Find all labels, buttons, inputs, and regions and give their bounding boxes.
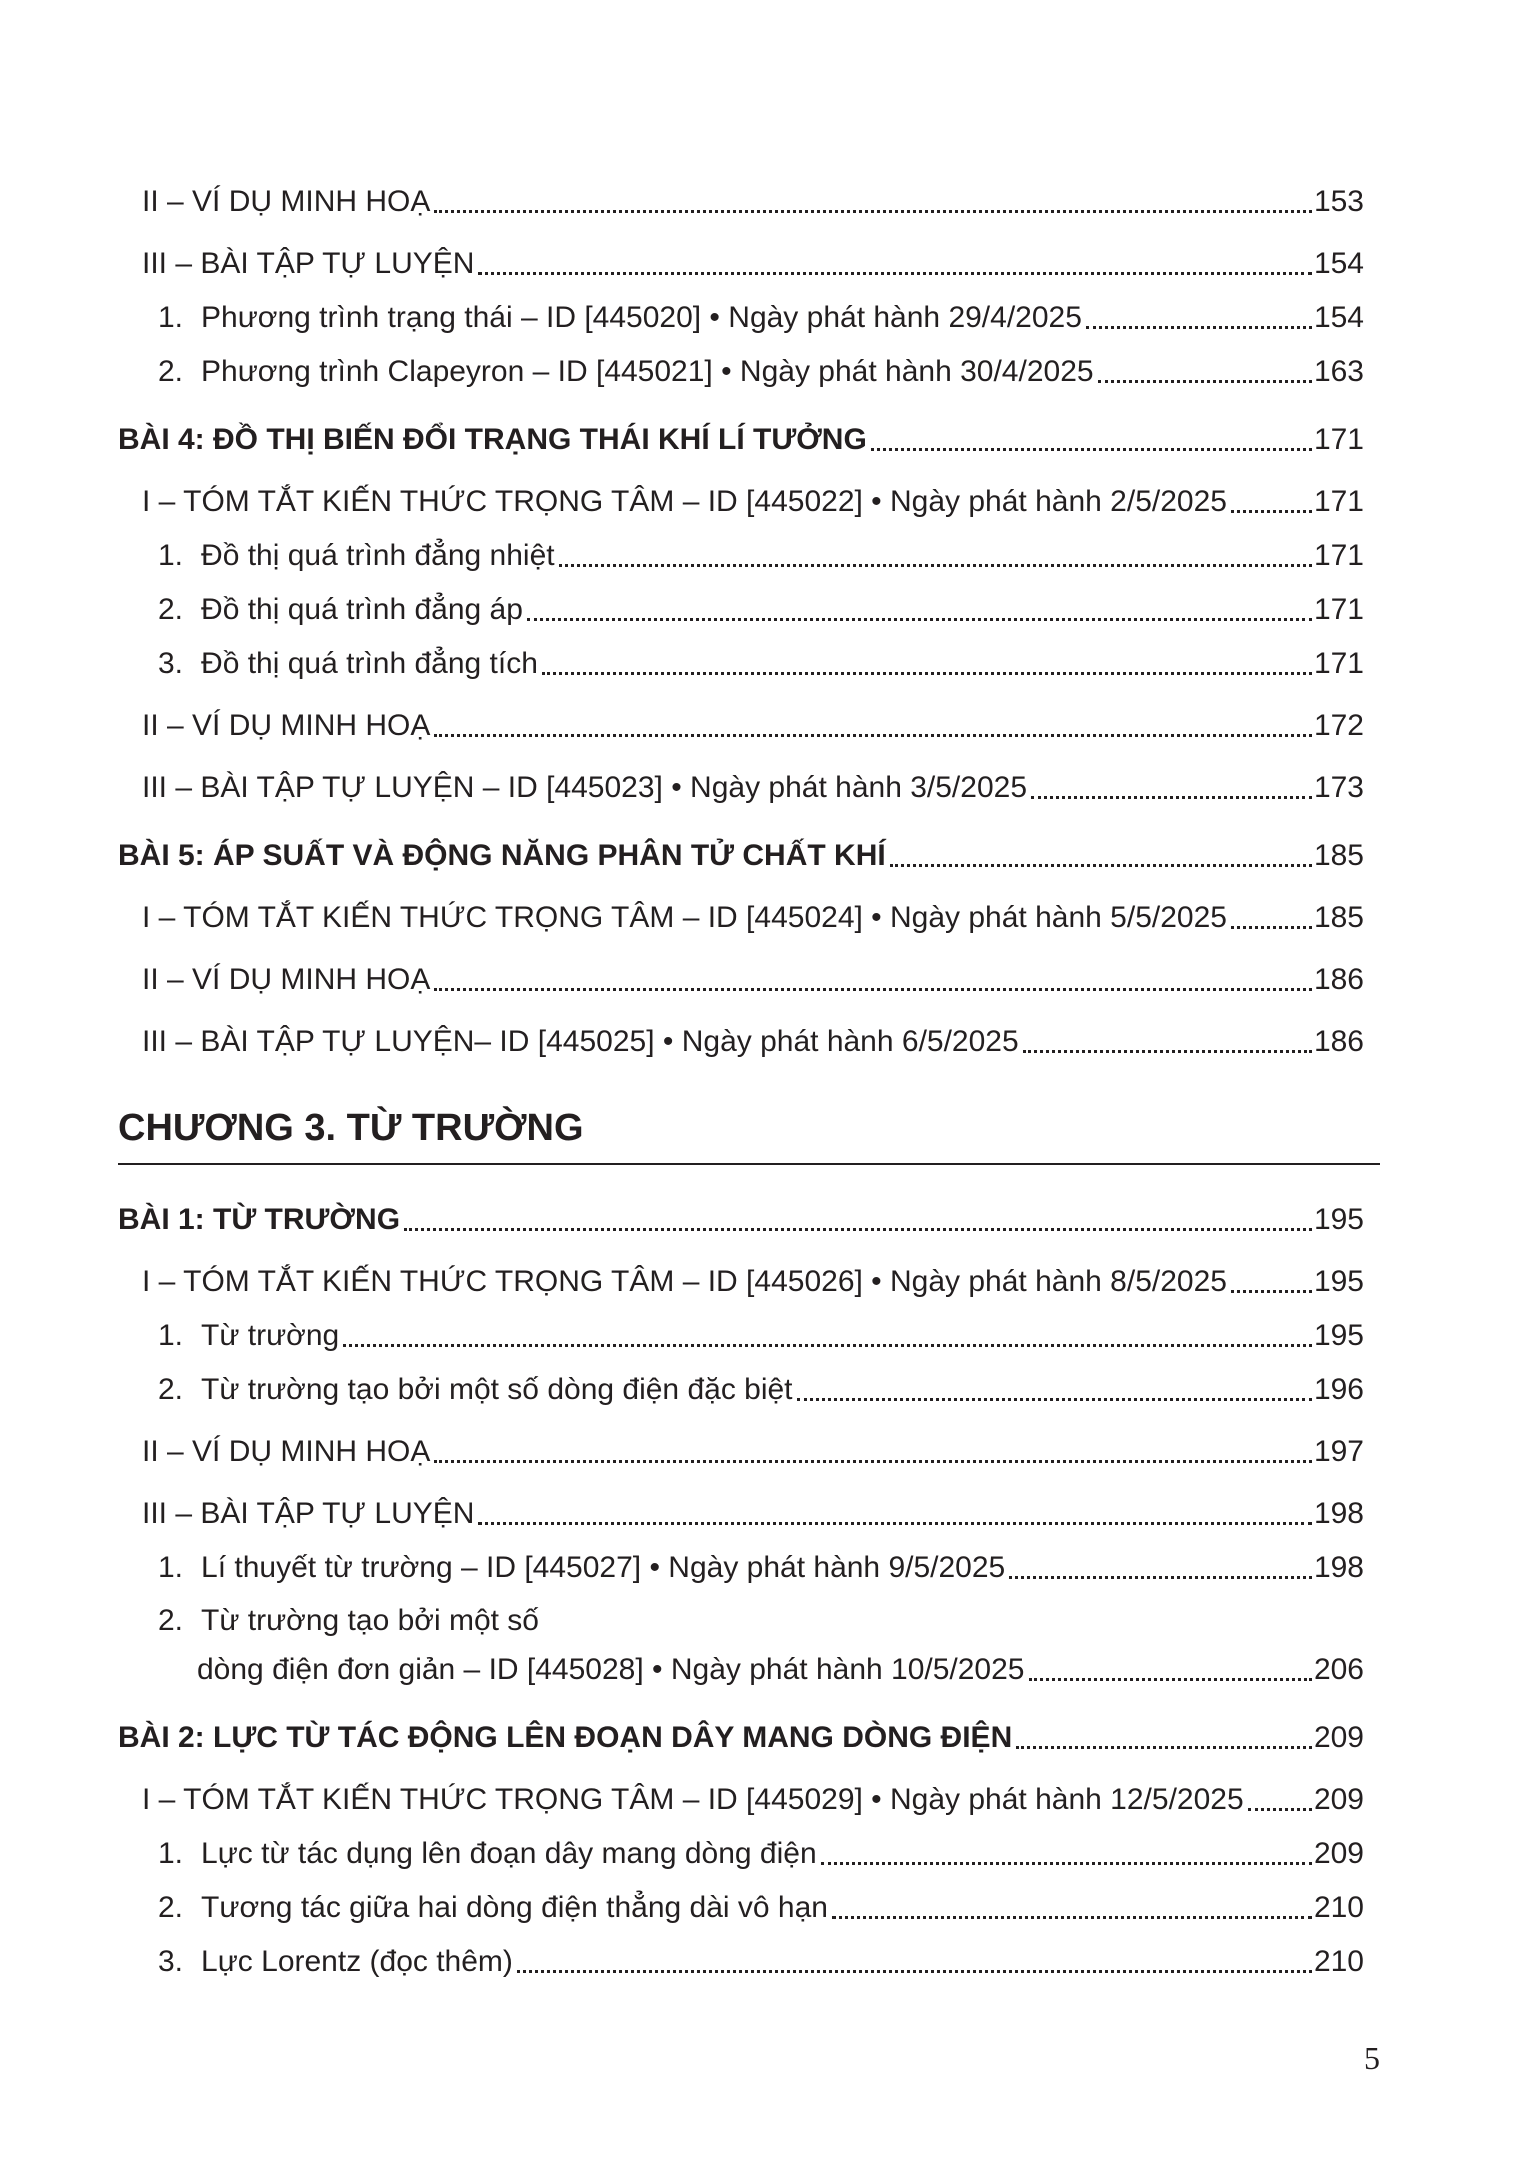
dot-leader	[890, 864, 1312, 867]
toc-entry[interactable]	[142, 897, 1364, 937]
toc-entry[interactable]	[158, 351, 1364, 391]
dot-leader	[478, 272, 1312, 275]
toc-entry-title: II – VÍ DỤ MINH HOẠ	[142, 1435, 431, 1468]
toc-entry-page: 171	[1313, 647, 1364, 680]
toc-entry[interactable]	[158, 1369, 1364, 1409]
toc-entry-number: 3.	[158, 647, 184, 680]
toc-entry-number: 3.	[158, 1945, 184, 1978]
dot-leader	[517, 1970, 1312, 1973]
toc-lesson-heading[interactable]	[118, 835, 1364, 875]
toc-entry-title: BÀI 5: ÁP SUẤT VÀ ĐỘNG NĂNG PHÂN TỬ CHẤT KHÍ	[118, 839, 886, 872]
dot-leader	[434, 734, 1312, 737]
toc-entry-title: Đồ thị quá trình đẳng nhiệt	[201, 539, 555, 572]
toc-entry-title: Từ trường	[201, 1319, 340, 1352]
dot-leader	[1029, 1678, 1312, 1681]
toc-entry-title: Đồ thị quá trình đẳng áp	[201, 593, 523, 626]
toc-entry[interactable]	[142, 1493, 1364, 1533]
toc-entry-number: 2.	[158, 1891, 184, 1924]
dot-leader	[434, 1460, 1312, 1463]
toc-entry-page: 197	[1313, 1435, 1364, 1468]
toc-entry[interactable]	[142, 1261, 1364, 1301]
dot-leader	[1231, 926, 1312, 929]
toc-entry-title: III – BÀI TẬP TỰ LUYỆN	[142, 1497, 475, 1530]
toc-entry[interactable]	[142, 1779, 1364, 1819]
toc-entry-title: III – BÀI TẬP TỰ LUYỆN	[142, 247, 475, 280]
toc-entry-title: BÀI 4: ĐỒ THỊ BIẾN ĐỔI TRẠNG THÁI KHÍ LÍ TƯỞNG	[118, 423, 867, 456]
toc-entry-page: 171	[1313, 539, 1364, 572]
page-number: 5	[1364, 2040, 1380, 2076]
dot-leader	[1248, 1808, 1312, 1811]
toc-entry-title: I – TÓM TẮT KIẾN THỨC TRỌNG TÂM – ID [445029] • Ngày phát hành 12/5/2025	[142, 1783, 1244, 1816]
toc-entry-title: II – VÍ DỤ MINH HOẠ	[142, 709, 431, 742]
toc-entry[interactable]	[158, 643, 1364, 683]
toc-entry-title: I – TÓM TẮT KIẾN THỨC TRỌNG TÂM – ID [445022] • Ngày phát hành 2/5/2025	[142, 485, 1227, 518]
toc-entry-number: 2.	[158, 1604, 184, 1637]
toc-entry-title: BÀI 2: LỰC TỪ TÁC ĐỘNG LÊN ĐOẠN DÂY MANG DÒNG ĐIỆN	[118, 1721, 1013, 1754]
dot-leader	[478, 1522, 1312, 1525]
dot-leader	[527, 618, 1312, 621]
toc-entry-page: 195	[1313, 1265, 1364, 1298]
toc-entry-page: 171	[1313, 593, 1364, 626]
toc-entry-number: 1.	[158, 1837, 184, 1870]
chapter-heading[interactable]: CHƯƠNG 3. TỪ TRƯỜNG	[118, 1105, 1380, 1165]
toc-entry-page: 195	[1313, 1319, 1364, 1352]
toc-entry-number: 1.	[158, 539, 184, 572]
toc-entry-number: 2.	[158, 593, 184, 626]
toc-entry-page: 171	[1313, 485, 1364, 518]
toc-entry-page: 163	[1313, 355, 1364, 388]
toc-entry-page: 186	[1313, 1025, 1364, 1058]
toc-entry-page: 186	[1313, 963, 1364, 996]
toc-entry-page: 209	[1313, 1783, 1364, 1816]
toc-entry[interactable]	[142, 705, 1364, 745]
toc-entry-page: 206	[1313, 1653, 1364, 1686]
toc-entry[interactable]	[158, 1547, 1364, 1587]
toc-entry[interactable]	[158, 535, 1364, 575]
dot-leader	[1031, 796, 1312, 799]
toc-entry[interactable]	[158, 589, 1364, 629]
dot-leader	[434, 988, 1312, 991]
toc-entry-page: 209	[1313, 1837, 1364, 1870]
toc-entry-page: 210	[1313, 1945, 1364, 1978]
toc-entry[interactable]	[158, 1315, 1364, 1355]
toc-entry[interactable]	[158, 1887, 1364, 1927]
toc-entry-title: III – BÀI TẬP TỰ LUYỆN– ID [445025] • Ngày phát hành 6/5/2025	[142, 1025, 1019, 1058]
toc-entry-title: Phương trình trạng thái – ID [445020] • Ngày phát hành 29/4/2025	[201, 301, 1082, 334]
toc-entry-title: BÀI 1: TỪ TRƯỜNG	[118, 1203, 401, 1236]
dot-leader	[1086, 326, 1312, 329]
dot-leader	[404, 1228, 1312, 1231]
toc-entry-title: Đồ thị quá trình đẳng tích	[201, 647, 538, 680]
dot-leader	[1231, 1290, 1312, 1293]
toc-entry-title: III – BÀI TẬP TỰ LUYỆN – ID [445023] • Ngày phát hành 3/5/2025	[142, 771, 1027, 804]
toc-entry[interactable]	[142, 959, 1364, 999]
toc-entry-title: Lực từ tác dụng lên đoạn dây mang dòng điện	[201, 1837, 817, 1870]
toc-entry-number: 2.	[158, 1373, 184, 1406]
toc-entry-page: 172	[1313, 709, 1364, 742]
toc-entry-page: 185	[1313, 901, 1364, 934]
toc-entry-number: 1.	[158, 301, 184, 334]
dot-leader	[1231, 510, 1312, 513]
toc-entry-line-2[interactable]	[197, 1649, 1364, 1689]
toc-entry-page: 185	[1313, 839, 1364, 872]
toc-entry-title: II – VÍ DỤ MINH HOẠ	[142, 963, 431, 996]
toc-entry-title: I – TÓM TẮT KIẾN THỨC TRỌNG TÂM – ID [445024] • Ngày phát hành 5/5/2025	[142, 901, 1227, 934]
toc-lesson-heading[interactable]	[118, 1717, 1364, 1757]
toc-entry[interactable]	[142, 767, 1364, 807]
dot-leader	[797, 1398, 1312, 1401]
dot-leader	[1023, 1050, 1312, 1053]
toc-entry-page: 198	[1313, 1551, 1364, 1584]
toc-entry-page: 173	[1313, 771, 1364, 804]
toc-entry-title: I – TÓM TẮT KIẾN THỨC TRỌNG TÂM – ID [445026] • Ngày phát hành 8/5/2025	[142, 1265, 1227, 1298]
toc-entry-number: 2.	[158, 355, 184, 388]
toc-entry[interactable]	[142, 243, 1364, 283]
toc-entry-page: 195	[1313, 1203, 1364, 1236]
dot-leader	[434, 210, 1312, 213]
toc-entry[interactable]	[158, 297, 1364, 337]
dot-leader	[559, 564, 1312, 567]
toc-entry-number: 1.	[158, 1319, 184, 1352]
toc-entry-title: Phương trình Clapeyron – ID [445021] • Ngày phát hành 30/4/2025	[201, 355, 1094, 388]
dot-leader	[343, 1344, 1312, 1347]
toc-entry-page: 171	[1313, 423, 1364, 456]
toc-entry-page: 153	[1313, 185, 1364, 218]
toc-entry[interactable]	[142, 481, 1364, 521]
toc-lesson-heading[interactable]	[118, 1199, 1364, 1239]
dot-leader	[871, 448, 1312, 451]
toc-entry-page: 210	[1313, 1891, 1364, 1924]
toc-entry-title: Tương tác giữa hai dòng điện thẳng dài vô hạn	[201, 1891, 828, 1924]
dot-leader	[542, 672, 1312, 675]
dot-leader	[1016, 1746, 1312, 1749]
toc-entry-title: Lực Lorentz (đọc thêm)	[201, 1945, 513, 1978]
dot-leader	[1009, 1576, 1312, 1579]
toc-lesson-heading[interactable]	[118, 419, 1364, 459]
toc-entry-title: Lí thuyết từ trường – ID [445027] • Ngày phát hành 9/5/2025	[201, 1551, 1006, 1584]
toc-entry-title: Từ trường tạo bởi một số	[201, 1604, 539, 1637]
toc-entry[interactable]	[158, 1941, 1364, 1981]
toc-entry[interactable]	[142, 1431, 1364, 1471]
toc-entry-page: 154	[1313, 247, 1364, 280]
dot-leader	[832, 1916, 1312, 1919]
toc-entry-line-1[interactable]	[158, 1600, 1364, 1640]
toc-entry-page: 196	[1313, 1373, 1364, 1406]
toc-entry[interactable]	[142, 1021, 1364, 1061]
toc-entry-page: 154	[1313, 301, 1364, 334]
toc-entry-title: II – VÍ DỤ MINH HOẠ	[142, 185, 431, 218]
toc-entry-number: 1.	[158, 1551, 184, 1584]
toc-entry-page: 209	[1313, 1721, 1364, 1754]
toc-entry-title: Từ trường tạo bởi một số dòng điện đặc biệt	[201, 1373, 793, 1406]
toc-entry[interactable]	[158, 1833, 1364, 1873]
toc-entry-page: 198	[1313, 1497, 1364, 1530]
dot-leader	[821, 1862, 1312, 1865]
toc-entry[interactable]	[142, 181, 1364, 221]
dot-leader	[1098, 380, 1312, 383]
toc-entry-title-continued: dòng điện đơn giản – ID [445028] • Ngày phát hành 10/5/2025	[197, 1653, 1025, 1686]
